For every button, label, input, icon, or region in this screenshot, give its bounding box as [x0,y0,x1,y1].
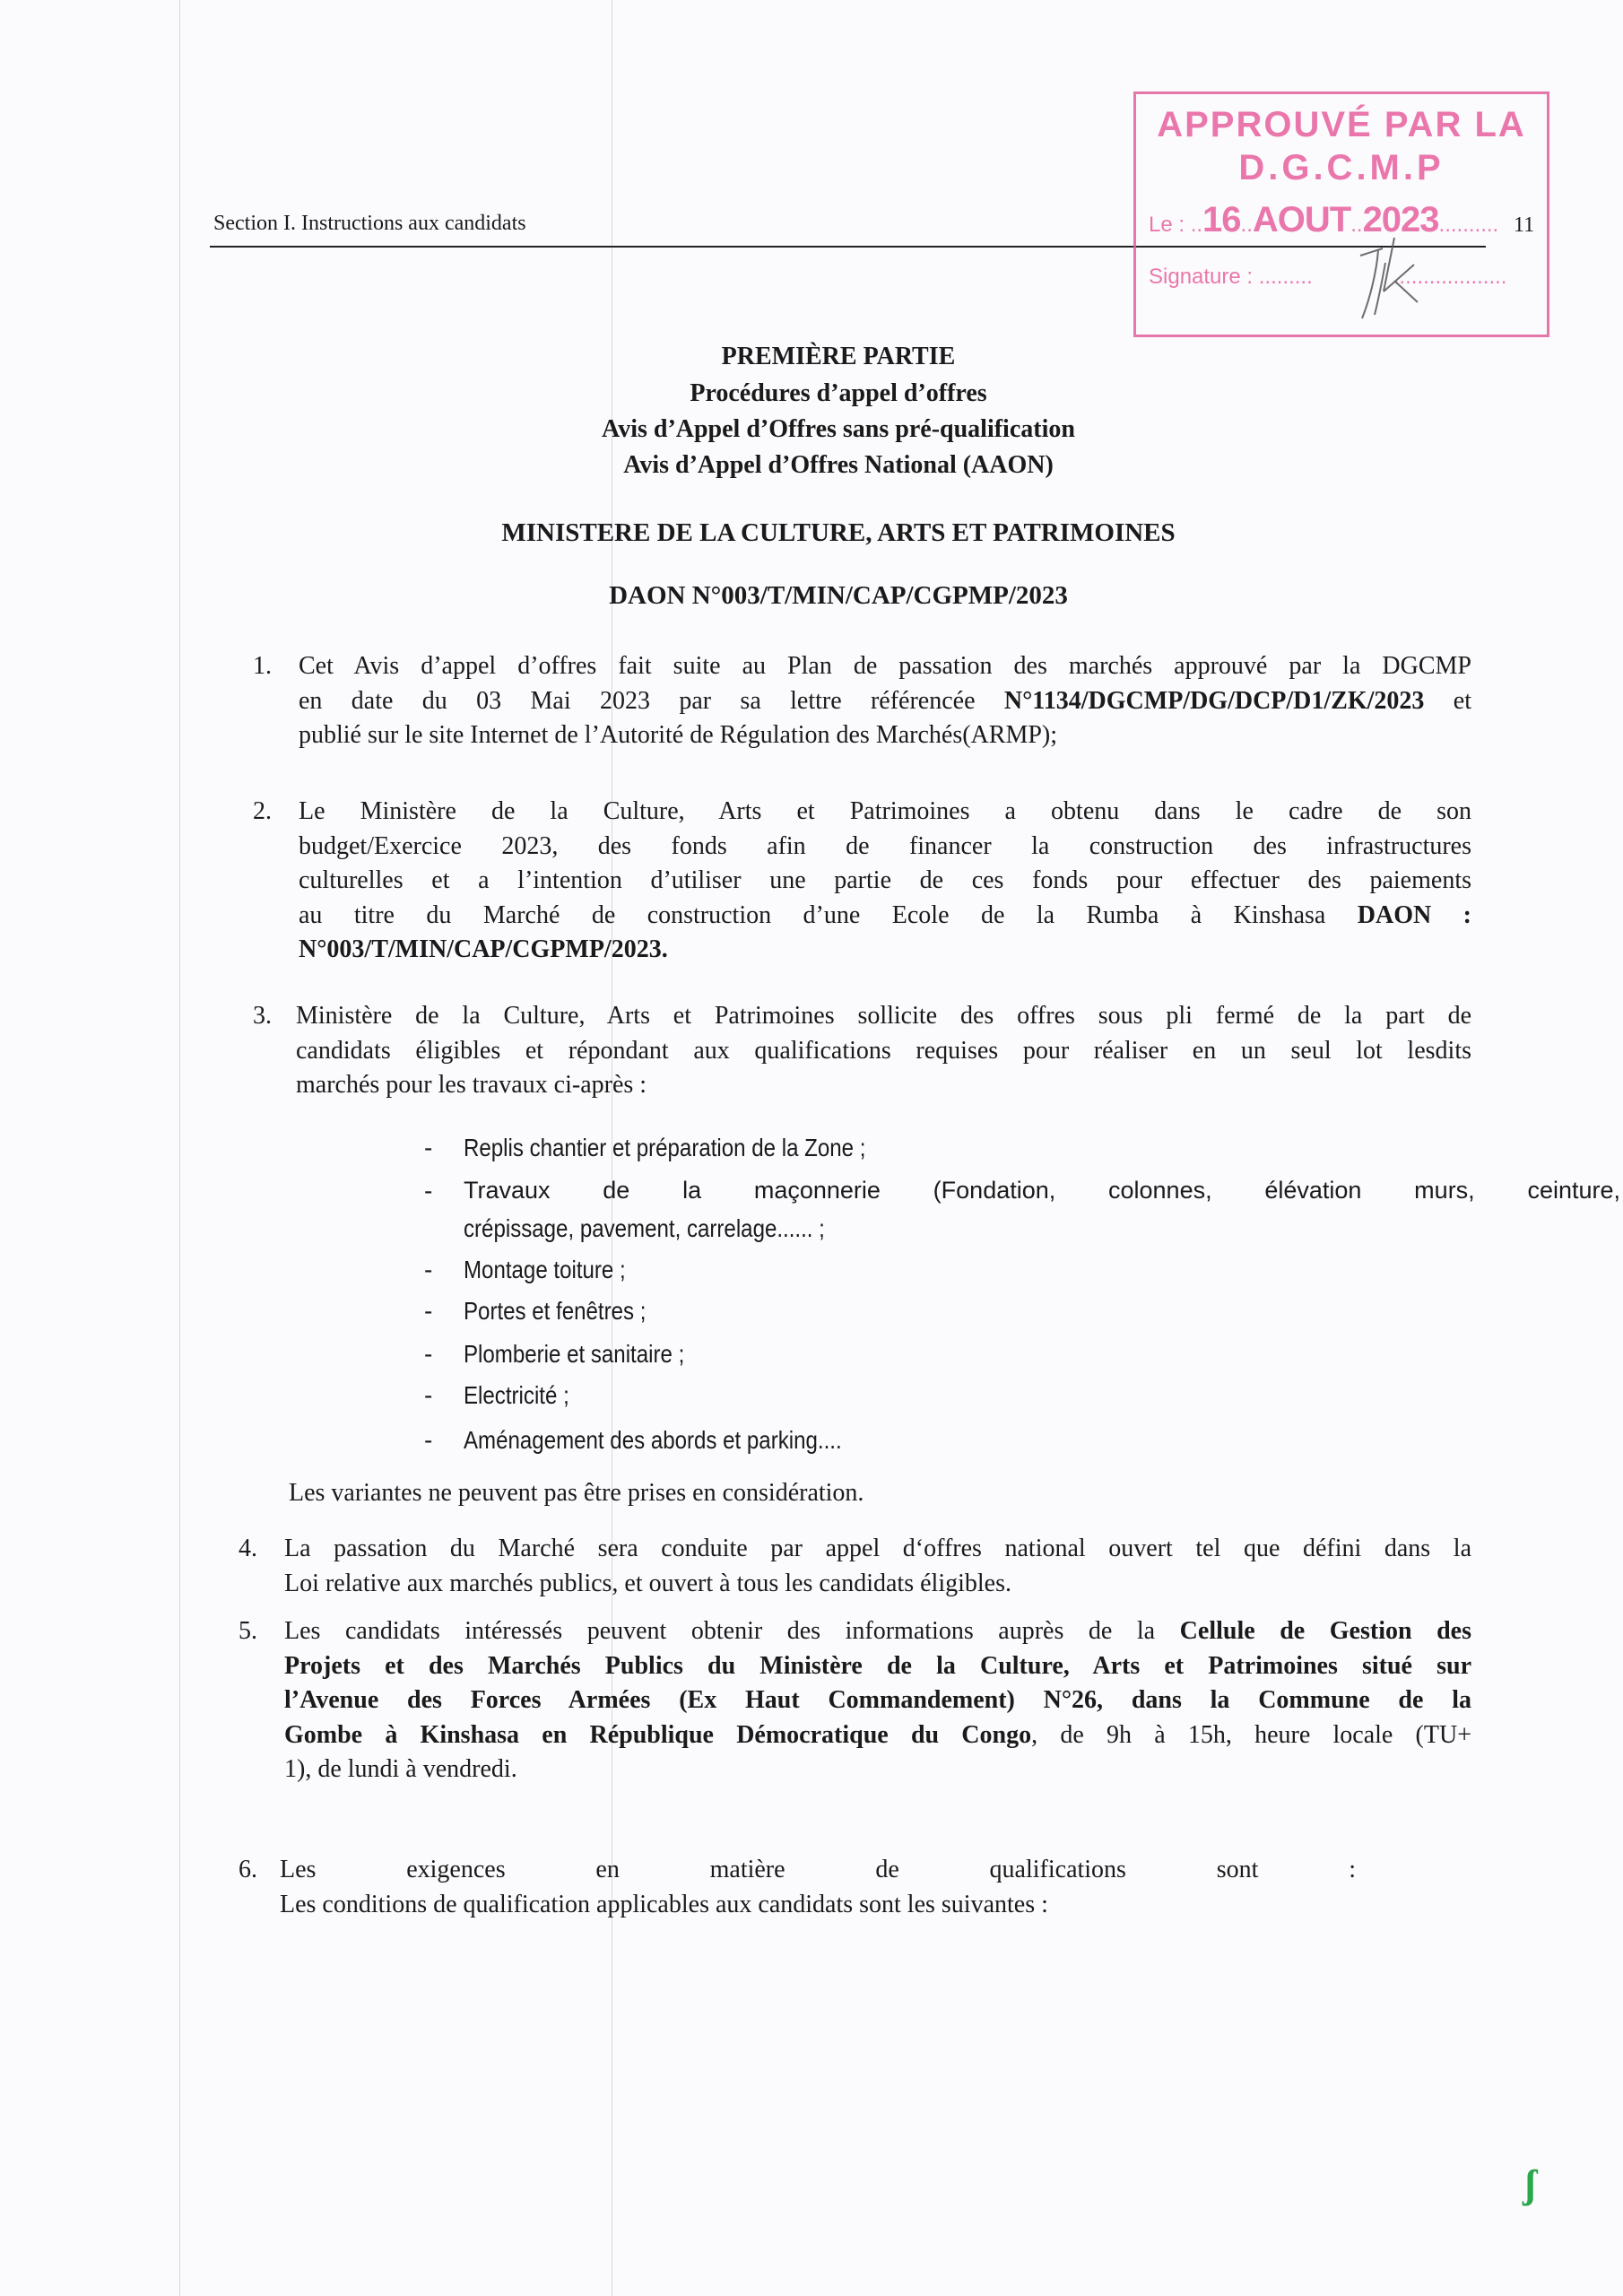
paragraph-number: 4. [239,1535,257,1562]
text: au titre du Marché de construction d’une Ecole de la Rumba à Kinshasa [299,900,1358,929]
bold-text: Cellule de Gestion des [1179,1617,1472,1645]
text: Le Ministère de la Culture, Arts et Patrimoines a obtenu dans le cadre de son [299,797,1471,825]
paragraph-2 [299,795,1471,968]
text-line [299,684,1471,719]
text-line [280,1888,1356,1923]
subtitle-procedures: Procédures d’appel d’offres [690,379,987,407]
stamp-date-year: 2023 [1362,200,1439,239]
stamp-line2: D.G.C.M.P [1238,148,1445,187]
bold-text: DAON : [1357,900,1471,929]
works-item-text: Portes et fenêtres ; [464,1297,647,1325]
works-item-text: Plomberie et sanitaire ; [464,1340,685,1368]
paragraph-5 [284,1614,1471,1787]
text: La passation du Marché sera conduite par appel d‘offres national ouvert tel que défini dans la [284,1535,1471,1562]
margin-check-mark: ʃ [1524,2162,1537,2206]
text-line [284,1683,1471,1718]
handwritten-signature [1342,229,1441,327]
text-line [299,864,1471,899]
text-line [299,718,1471,753]
text: culturelles et a l’intention d’utiliser une partie de ces fonds pour effectuer des paiements [299,866,1471,894]
stamp-signature-label: Signature : ......... [1149,265,1313,289]
paragraph-number: 6. [239,1856,257,1883]
paragraph-number: 2. [253,797,272,825]
bold-text: N°003/T/MIN/CAP/CGPMP/2023. [299,935,668,963]
text: publié sur le site Internet de l’Autorité de Régulation des Marchés(ARMP); [299,721,1058,749]
subtitle-avis: Avis d’Appel d’Offres sans pré-qualification [602,415,1075,443]
text-line [299,899,1471,934]
works-item-text: Replis chantier et préparation de la Zone ; [464,1134,866,1161]
text-line [296,1068,1471,1103]
paragraph-note [289,1476,1185,1511]
text: Ministère de la Culture, Arts et Patrimoines sollicite des offres sous pli fermé de la part de [296,1002,1471,1030]
dash-bullet: - [424,1340,433,1368]
stamp-date-month: AOUT [1252,200,1351,239]
works-item-text: Travaux de la maçonnerie (Fondation, colonnes, élévation murs, ceinture, [464,1177,1620,1204]
text: Cet Avis d’appel d’offres fait suite au Plan de passation des marchés approuvé par la DGCMP [299,652,1471,680]
works-item-text: Aménagement des abords et parking.... [464,1426,842,1454]
text-line [280,1853,1356,1888]
text-line [284,1532,1471,1567]
text-line [299,795,1471,830]
text: Les variantes ne peuvent pas être prises en considération. [289,1479,864,1507]
works-item-text: Electricité ; [464,1381,569,1409]
text: 1), de lundi à vendredi. [284,1755,517,1783]
text: en date du 03 Mai 2023 par sa lettre référencée [299,686,1004,715]
daon-reference: DAON N°003/T/MIN/CAP/CGPMP/2023 [609,581,1068,610]
text-line [289,1476,1185,1511]
dash-bullet: - [424,1297,433,1325]
text: marchés pour les travaux ci-après : [296,1071,647,1099]
text-line [284,1649,1471,1684]
text-line [296,999,1471,1034]
text: candidats éligibles et répondant aux qualifications requises pour réaliser en un seul lot lesdits [296,1036,1471,1065]
text-line [284,1614,1471,1649]
bold-text: Projets et des Marchés Publics du Ministère de la Culture, Arts et Patrimoines situé sur [284,1651,1471,1680]
stamp-date-day: 16 [1202,200,1241,239]
bold-text: N°1134/DGCMP/DG/DCP/D1/ZK/2023 [1003,686,1425,715]
subtitle-aaon: Avis d’Appel d’Offres National (AAON) [623,451,1054,479]
paragraph-number: 3. [253,1002,272,1030]
text: Loi relative aux marchés publics, et ouvert à tous les candidats éligibles. [284,1569,1011,1597]
paragraph-6 [280,1853,1356,1922]
paragraph-1 [299,649,1471,753]
paragraph-3 [296,999,1471,1103]
approval-stamp [1133,91,1549,337]
stamp-line1: APPROUVÉ PAR LA [1157,105,1526,144]
text-line [299,933,1471,968]
dash-bullet: - [424,1381,433,1409]
stamp-date: Le : ..16..AOUT..2023.......... [1149,200,1499,239]
text: Les conditions de qualification applicables aux candidats sont les suivantes : [280,1890,1048,1918]
text: Les exigences en matière de qualifications sont : [280,1856,1356,1883]
paragraph-4 [284,1532,1471,1601]
text-line [284,1567,1471,1602]
part-title: PREMIÈRE PARTIE [721,343,956,370]
scan-fold-line [179,0,180,2296]
ministry-title: MINISTERE DE LA CULTURE, ARTS ET PATRIMOINES [501,518,1176,547]
stamp-date-dots: .......... [1438,213,1499,237]
stamp-signature-dots: ................... [1393,265,1507,289]
text: Les candidats intéressés peuvent obtenir des informations auprès de la [284,1617,1180,1645]
dash-bullet: - [424,1177,433,1205]
bold-text: Gombe à Kinshasa en République Démocratique du Congo [284,1720,1032,1749]
dash-bullet: - [424,1426,433,1454]
stamp-date-label: Le : .. [1149,213,1203,237]
works-item-text: Montage toiture ; [464,1256,626,1283]
section-header: Section I. Instructions aux candidats [213,212,526,235]
text: , de 9h à 15h, heure locale (TU+ [1031,1720,1471,1749]
text-line [299,649,1471,684]
text: budget/Exercice 2023, des fonds afin de financer la construction des infrastructures [299,831,1471,860]
dash-bullet: - [424,1134,433,1161]
paragraph-number: 1. [253,652,272,680]
dash-bullet: - [424,1256,433,1283]
text-line [299,830,1471,865]
text-line [284,1752,1471,1787]
bold-text: l’Avenue des Forces Armées (Ex Haut Commandement) N°26, dans la Commune de la [284,1686,1471,1714]
works-item-text: crépissage, pavement, carrelage...... ; [464,1214,825,1242]
text: et [1424,686,1471,715]
page-number: 11 [1514,213,1535,237]
text-line [284,1718,1471,1753]
stamp-signature [1149,265,1506,290]
text-line [296,1034,1471,1069]
paragraph-number: 5. [239,1617,257,1645]
